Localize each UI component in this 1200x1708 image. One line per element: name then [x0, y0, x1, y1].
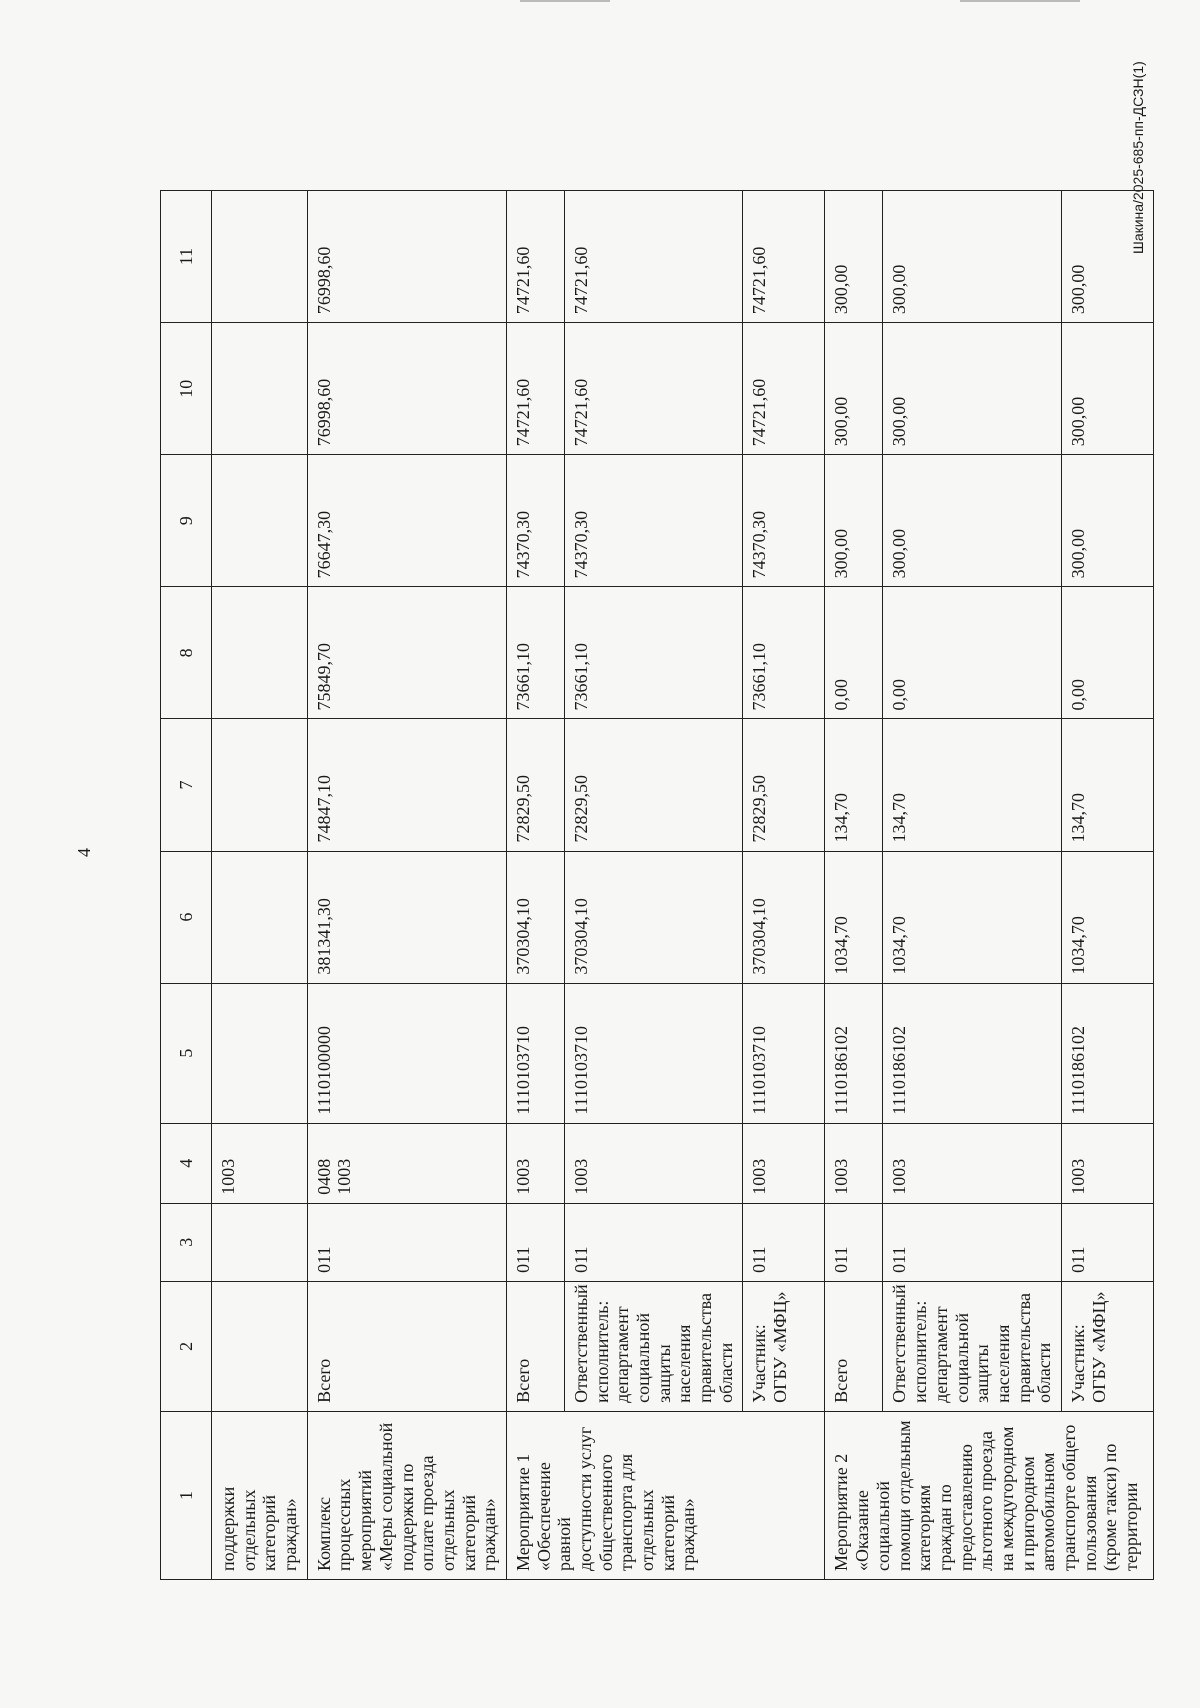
value-cell: 72829,50: [506, 719, 564, 851]
column-header: 2: [161, 1281, 212, 1411]
executor-cell: Участник: ОГБУ «МФЦ»: [743, 1281, 825, 1411]
value-cell: 75849,70: [307, 587, 506, 719]
value-cell: 1003: [1061, 1123, 1153, 1203]
value-cell: 300,00: [1061, 191, 1153, 323]
value-cell: 300,00: [825, 323, 883, 455]
program-name-cell: Мероприятие 1 «Обеспечение равной доступности услуг общественного транспорта для отдельных категорий граждан»: [506, 1411, 825, 1579]
value-cell: 1110103710: [743, 983, 825, 1123]
value-cell: 134,70: [883, 719, 1062, 851]
value-cell: 300,00: [825, 455, 883, 587]
value-cell: [212, 1203, 308, 1281]
column-header: 8: [161, 587, 212, 719]
value-cell: 76998,60: [307, 191, 506, 323]
table-row: [1061, 191, 1153, 1580]
value-cell: 1110186102: [825, 983, 883, 1123]
value-cell: 76998,60: [307, 323, 506, 455]
executor-cell: Ответственный исполнитель: департамент социальной защиты населения правительства области: [883, 1281, 1062, 1411]
value-cell: [212, 191, 308, 323]
value-cell: 1034,70: [883, 851, 1062, 983]
value-cell: 74721,60: [743, 323, 825, 455]
value-cell: 134,70: [825, 719, 883, 851]
value-cell: 73661,10: [506, 587, 564, 719]
executor-cell: Всего: [825, 1281, 883, 1411]
program-name-cell: Мероприятие 2 «Оказание социальной помощи отдельным категориям граждан по предоставлению льготного проезда на междугородном и пригородном автомобильном транспорте общего пользования (кроме такси) по территории: [825, 1411, 1154, 1579]
value-cell: 011: [307, 1203, 506, 1281]
value-cell: [212, 851, 308, 983]
value-cell: [212, 323, 308, 455]
value-cell: 74721,60: [564, 191, 743, 323]
value-cell: 1003: [212, 1123, 308, 1203]
column-header: 9: [161, 455, 212, 587]
value-cell: 300,00: [883, 323, 1062, 455]
column-header: 7: [161, 719, 212, 851]
value-cell: 74847,10: [307, 719, 506, 851]
document-code-text: Шакина/2025-685-пп-ДСЗН(1): [1130, 61, 1146, 254]
value-cell: 74721,60: [506, 323, 564, 455]
page-number: 4: [74, 848, 94, 857]
value-cell: [212, 719, 308, 851]
table-row: [307, 191, 506, 1580]
value-cell: 381341,30: [307, 851, 506, 983]
value-cell: 74721,60: [564, 323, 743, 455]
budget-table: [160, 190, 1154, 1580]
value-cell: 011: [883, 1203, 1062, 1281]
value-cell: 74721,60: [743, 191, 825, 323]
executor-cell: [212, 1281, 308, 1411]
value-cell: 74721,60: [506, 191, 564, 323]
executor-cell: Ответственный исполнитель: департамент социальной защиты населения правительства области: [564, 1281, 743, 1411]
value-cell: 1034,70: [1061, 851, 1153, 983]
executor-cell: Всего: [307, 1281, 506, 1411]
value-cell: 011: [743, 1203, 825, 1281]
value-cell: 300,00: [825, 191, 883, 323]
value-cell: 74370,30: [506, 455, 564, 587]
value-cell: 370304,10: [564, 851, 743, 983]
column-header: 10: [161, 323, 212, 455]
table-header-row: [161, 191, 212, 1580]
value-cell: 300,00: [1061, 323, 1153, 455]
value-cell: 76647,30: [307, 455, 506, 587]
value-cell: 1003: [825, 1123, 883, 1203]
value-cell: [212, 587, 308, 719]
value-cell: 74370,30: [743, 455, 825, 587]
value-cell: 1003: [564, 1123, 743, 1203]
executor-cell: Всего: [506, 1281, 564, 1411]
column-header: 6: [161, 851, 212, 983]
value-cell: 300,00: [1061, 455, 1153, 587]
value-cell: 1003: [506, 1123, 564, 1203]
value-cell: 73661,10: [564, 587, 743, 719]
value-cell: 1110100000: [307, 983, 506, 1123]
value-cell: 011: [506, 1203, 564, 1281]
value-cell: 1034,70: [825, 851, 883, 983]
table-row: [506, 191, 564, 1580]
value-cell: 0408 1003: [307, 1123, 506, 1203]
table-row: [743, 191, 825, 1580]
value-cell: 0,00: [1061, 587, 1153, 719]
value-cell: 0,00: [825, 587, 883, 719]
value-cell: 1003: [743, 1123, 825, 1203]
value-cell: 011: [825, 1203, 883, 1281]
value-cell: 73661,10: [743, 587, 825, 719]
value-cell: 1110186102: [1061, 983, 1153, 1123]
table-row: [212, 191, 308, 1580]
column-header: 3: [161, 1203, 212, 1281]
column-header: 1: [161, 1411, 212, 1579]
value-cell: 72829,50: [743, 719, 825, 851]
value-cell: 370304,10: [743, 851, 825, 983]
executor-cell: Участник: ОГБУ «МФЦ»: [1061, 1281, 1153, 1411]
table-row: [883, 191, 1062, 1580]
value-cell: 72829,50: [564, 719, 743, 851]
value-cell: 300,00: [883, 191, 1062, 323]
program-name-cell: поддержки отдельных категорий граждан»: [212, 1411, 308, 1579]
value-cell: 0,00: [883, 587, 1062, 719]
program-name-cell: Комплекс процессных мероприятий «Меры социальной поддержки по оплате проезда отдельных категорий граждан»: [307, 1411, 506, 1579]
table-row: [564, 191, 743, 1580]
column-header: 11: [161, 191, 212, 323]
value-cell: 370304,10: [506, 851, 564, 983]
column-header: 5: [161, 983, 212, 1123]
table-row: [825, 191, 883, 1580]
budget-table-container: [160, 190, 1142, 1580]
value-cell: 1003: [883, 1123, 1062, 1203]
value-cell: 300,00: [883, 455, 1062, 587]
value-cell: 011: [1061, 1203, 1153, 1281]
value-cell: [212, 983, 308, 1123]
value-cell: [212, 455, 308, 587]
value-cell: 1110103710: [564, 983, 743, 1123]
value-cell: 74370,30: [564, 455, 743, 587]
value-cell: 1110103710: [506, 983, 564, 1123]
value-cell: 1110186102: [883, 983, 1062, 1123]
value-cell: 134,70: [1061, 719, 1153, 851]
value-cell: 011: [564, 1203, 743, 1281]
column-header: 4: [161, 1123, 212, 1203]
